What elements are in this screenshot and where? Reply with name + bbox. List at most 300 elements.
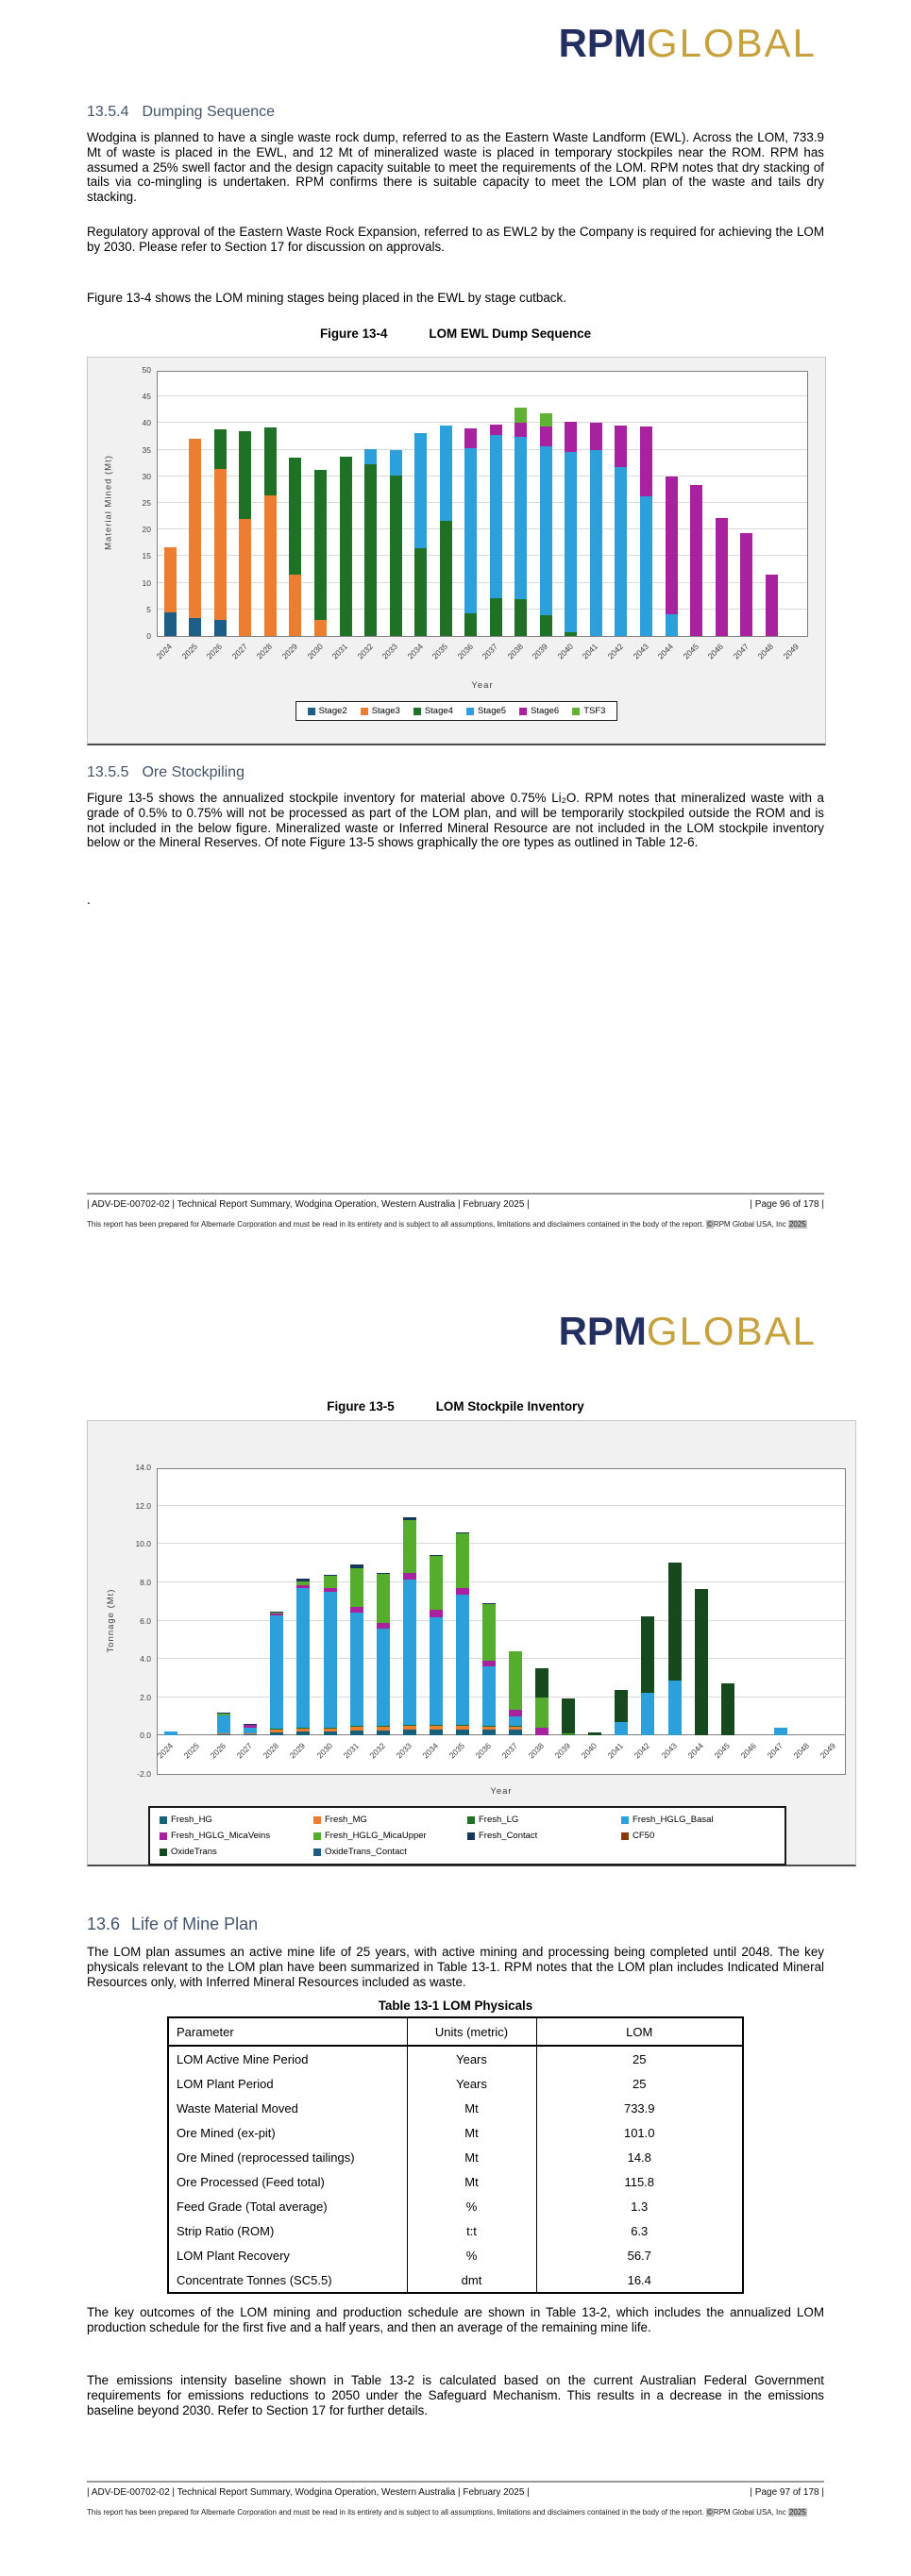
bar-segment-TSF3 [515, 408, 527, 424]
gridline [158, 528, 807, 529]
legend-swatch-icon [519, 708, 527, 715]
gridline [158, 1505, 845, 1506]
legend-item-Fresh_LG [467, 1815, 621, 1825]
brand-logo [559, 19, 817, 68]
x-tick-label: 2027 [234, 1741, 255, 1761]
bar-segment-Fresh_HGLG_MicaVeins [244, 1725, 257, 1728]
bar-segment-Stage3 [264, 495, 277, 636]
x-tick-label: 2046 [705, 642, 726, 661]
x-tick-label: 2040 [555, 642, 575, 661]
bar-segment-Fresh_MG [296, 1729, 310, 1731]
y-tick-label: 12.0 [135, 1500, 151, 1511]
gridline [158, 1581, 845, 1582]
bar-segment-Stage4 [239, 431, 251, 518]
bar-segment-Fresh_HGLG_MicaVeins [509, 1710, 522, 1716]
bar-segment-Fresh_LG [350, 1726, 363, 1727]
table-row [168, 2194, 743, 2218]
paragraph-key-outcomes: The key outcomes of the LOM mining and production schedule are shown in Table 13-2, which includes the annualized LOM production schedule for the first five and a half years, and then an average of the remaining mine life. [87, 2305, 824, 2334]
legend-item-TSF3 [572, 706, 605, 716]
bar-segment-Fresh_HGLG_MicaVeins [430, 1610, 443, 1617]
figure-13-5-chart [87, 1420, 856, 1866]
y-tick-label: 25 [142, 498, 151, 508]
bar-segment-Fresh_HGLG_MicaUpper [456, 1533, 469, 1588]
table-row [168, 2145, 743, 2169]
bar-segment-Fresh_MG [350, 1727, 363, 1731]
x-tick-label: 2025 [181, 1741, 202, 1761]
bar-segment-Stage4 [565, 632, 577, 637]
legend-swatch-icon [308, 708, 315, 715]
table-header-cell: Parameter [168, 2017, 407, 2046]
legend-swatch-icon [160, 1816, 167, 1824]
bar-segment-OxideTrans [615, 1690, 628, 1723]
bar-segment-Stage5 [640, 496, 652, 636]
bar-segment-Fresh_Contact [482, 1603, 496, 1604]
y-tick-label: 0 [146, 631, 151, 641]
table-row [168, 2243, 743, 2267]
legend-swatch-icon [621, 1832, 629, 1840]
footer-rule [87, 1193, 824, 1195]
bar-segment-Fresh_Contact [270, 1612, 283, 1613]
table-cell: Ore Processed (Feed total) [168, 2169, 407, 2194]
section-title: Dumping Sequence [142, 104, 276, 120]
legend-label: Stage5 [477, 706, 507, 716]
legend-item-Fresh_HGLG_MicaUpper [313, 1831, 467, 1841]
x-axis-title: Year [471, 680, 494, 691]
legend-swatch-icon [160, 1848, 167, 1856]
table-cell: LOM Plant Recovery [168, 2243, 407, 2267]
bar-segment-Fresh_LG [270, 1729, 283, 1730]
x-tick-label: 2030 [314, 1741, 334, 1761]
x-tick-label: 2024 [155, 1741, 176, 1761]
footer-doc-ref: | ADV-DE-00702-02 | Technical Report Summary, Wodgina Operation, Western Australia | February 2025 | [87, 1199, 530, 1210]
bar-segment-Stage6 [690, 485, 702, 636]
disclaimer-year: 2025 [788, 1220, 806, 1229]
bar-segment-Fresh_HGLG_Basal [324, 1592, 337, 1728]
gridline [158, 422, 807, 423]
logo-rpm: RPM [558, 1309, 647, 1353]
y-tick-label: 8.0 [140, 1577, 151, 1587]
x-tick-label: 2031 [341, 1741, 361, 1761]
bar-segment-Fresh_HG [217, 1734, 230, 1735]
legend-swatch-icon [361, 708, 368, 715]
bar-segment-Stage4 [364, 464, 377, 636]
legend-item-Stage5 [466, 706, 506, 716]
table-cell: 6.3 [536, 2218, 743, 2243]
bar-segment-Fresh_HGLG_Basal [296, 1588, 310, 1728]
bar-segment-Fresh_LG [377, 1726, 390, 1727]
x-tick-label: 2032 [355, 642, 375, 661]
legend-label: Fresh_HGLG_MicaUpper [325, 1831, 427, 1841]
x-tick-label: 2030 [305, 642, 325, 661]
legend-item-Stage2 [308, 706, 347, 716]
bar-segment-Stage5 [615, 467, 627, 636]
legend-swatch-icon [313, 1816, 321, 1824]
bar-segment-Stage5 [390, 450, 402, 476]
bar-segment-Fresh_HGLG_MicaVeins [377, 1623, 390, 1629]
bar-segment-Fresh_HGLG_MicaUpper [509, 1651, 522, 1710]
bar-segment-Stage2 [189, 618, 201, 636]
bar-segment-Fresh_Contact [244, 1724, 257, 1725]
bar-segment-OxideTrans [721, 1683, 734, 1736]
bar-segment-Fresh_HGLG_Basal [430, 1617, 443, 1725]
footer-page-number: | Page 96 of 178 | [750, 1199, 824, 1210]
x-tick-label: 2036 [473, 1741, 494, 1761]
bar-segment-Fresh_HGLG_Basal [270, 1615, 283, 1729]
bar-segment-Stage4 [540, 615, 552, 636]
legend-label: Fresh_HGLG_MicaVeins [171, 1831, 271, 1841]
y-tick-label: 20 [142, 525, 151, 535]
bar-segment-Fresh_HGLG_MicaUpper [482, 1604, 496, 1661]
bar-segment-Fresh_HGLG_Basal [509, 1716, 522, 1726]
bar-segment-OxideTrans [562, 1698, 575, 1734]
x-tick-label: 2038 [505, 642, 525, 661]
figure-title: LOM Stockpile Inventory [435, 1399, 584, 1413]
bar-segment-Stage4 [464, 613, 477, 636]
x-tick-label: 2048 [755, 642, 776, 661]
gridline [158, 1697, 845, 1698]
section-heading-13-6 [87, 1915, 824, 1934]
bar-segment-OxideTrans [535, 1668, 548, 1697]
bar-segment-Fresh_HGLG_Basal [244, 1728, 257, 1733]
x-tick-label: 2024 [154, 642, 175, 661]
zero-axis-line [158, 1734, 845, 1735]
bar-segment-Fresh_HGLG_MicaVeins [456, 1588, 469, 1595]
figure-13-5-caption [87, 1399, 824, 1413]
bar-segment-Fresh_Contact [403, 1517, 416, 1520]
section-heading-13-5-5 [87, 764, 824, 781]
table-row [168, 2096, 743, 2120]
bar-segment-Fresh_HGLG_MicaVeins [403, 1573, 416, 1580]
legend-swatch-icon [621, 1816, 629, 1824]
table-cell: Concentrate Tonnes (SC5.5) [168, 2267, 407, 2293]
table-cell: Years [407, 2071, 536, 2096]
legend-item-Fresh_Contact [467, 1831, 621, 1841]
legend-label: Stage3 [371, 706, 400, 716]
paragraph-stockpiling: Figure 13-5 shows the annualized stockpile inventory for material above 0.75% Li₂O. RPM notes that mineralized waste with a grade of 0.5% to 0.75% will not be processed as part of the LOM plan, and will be temporarily stockpiled outside the ROM and is not included in the below figure. Mineralized waste or Inferred Mineral Resource are not included in the LOM stockpile inventory below or the Mineral Reserves. Of note Figure 13-5 shows graphically the ore types as outlined in Table 12-6. [87, 791, 824, 850]
table-header-cell: LOM [536, 2017, 743, 2046]
bar-segment-Fresh_MG [403, 1726, 416, 1730]
gridline [158, 395, 807, 396]
chart-legend [295, 701, 618, 721]
x-tick-label: 2037 [480, 642, 500, 661]
gridline [158, 582, 807, 583]
y-tick-label: -2.0 [137, 1769, 151, 1779]
x-tick-label: 2049 [818, 1741, 838, 1761]
table-cell: 101.0 [536, 2120, 743, 2145]
x-tick-label: 2046 [738, 1741, 758, 1761]
legend-swatch-icon [467, 1832, 475, 1840]
table-cell: 16.4 [536, 2267, 743, 2293]
logo-global: GLOBAL [646, 1309, 817, 1353]
legend-label: Stage4 [424, 706, 453, 716]
legend-item-Stage4 [413, 706, 453, 716]
figure-label: Figure 13-5 [327, 1399, 395, 1413]
bar-segment-Fresh_Contact [217, 1713, 230, 1714]
footer-line [87, 1199, 824, 1210]
y-tick-label: 30 [142, 471, 151, 481]
bar-segment-Stage5 [540, 446, 552, 615]
x-tick-label: 2042 [633, 1741, 652, 1761]
legend-label: CF50 [633, 1831, 655, 1841]
bar-segment-Fresh_Contact [456, 1532, 469, 1533]
y-tick-label: 14.0 [135, 1463, 151, 1472]
bar-segment-Fresh_HGLG_Basal [164, 1731, 177, 1735]
bar-segment-Fresh_LG [482, 1726, 496, 1727]
x-tick-label: 2039 [530, 642, 550, 661]
table-cell: 1.3 [536, 2194, 743, 2218]
y-axis-title: Tonnage (Mt) [105, 1588, 116, 1652]
bar-segment-Fresh_HG [270, 1732, 283, 1735]
y-tick-label: 40 [142, 418, 151, 428]
bar-segment-Fresh_HGLG_Basal [377, 1629, 390, 1727]
table-13-1-caption: Table 13-1 LOM Physicals [378, 1999, 533, 2013]
bar-segment-Fresh_HGLG_MicaVeins [350, 1607, 363, 1613]
table-cell: Mt [407, 2120, 536, 2145]
table-row [168, 2218, 743, 2243]
disclaimer-text: This report has been prepared for Albemarle Corporation and must be read in its entirety and is subject to all assumptions, limitations and disclaimers contained in the body of the report. [87, 2508, 706, 2517]
chart-legend [148, 1806, 786, 1865]
x-tick-label: 2041 [605, 1741, 626, 1761]
section-number: 13.5.4 [87, 104, 129, 120]
gridline [158, 476, 807, 477]
bar-segment-Stage3 [289, 575, 301, 636]
table-cell: t:t [407, 2218, 536, 2243]
bar-segment-Stage6 [590, 423, 602, 449]
x-tick-label: 2034 [405, 642, 425, 661]
legend-item-Stage3 [361, 706, 400, 716]
disclaimer-text: This report has been prepared for Albemarle Corporation and must be read in its entirety and is subject to all assumptions, limitations and disclaimers contained in the body of the report. [87, 1220, 706, 1229]
bar-segment-Stage4 [289, 458, 301, 576]
bar-segment-Stage6 [540, 427, 552, 446]
legend-item-OxideTrans [160, 1847, 313, 1857]
bar-segment-Stage5 [440, 426, 452, 521]
x-tick-label: 2047 [731, 642, 751, 661]
y-tick-label: 4.0 [140, 1654, 151, 1664]
table-cell: Feed Grade (Total average) [168, 2194, 407, 2218]
bar-segment-OxideTrans [668, 1563, 682, 1681]
bar-segment-Stage4 [414, 548, 427, 636]
paragraph-dumping-1: Wodgina is planned to have a single waste rock dump, referred to as the Eastern Waste Landform (EWL). Across the LOM, 733.9 Mt of waste is placed in the EWL, and 12 Mt of mineralized waste is placed in temporary stockpiles near the ROM. RPM has assumed a 25% swell factor and the design capacity suitable to meet the requirements of the LOM. RPM notes that dry stacking of tails via co-mingling is undertaken. RPM confirms there is suitable capacity to meet the LOM plan of the waste and tails dry stacking. [87, 130, 824, 205]
bar-segment-Fresh_HGLG_Basal [217, 1715, 230, 1733]
table-cell: Ore Mined (ex-pit) [168, 2120, 407, 2145]
bar-segment-Fresh_MG [482, 1727, 496, 1730]
bar-segment-Fresh_HGLG_Basal [403, 1580, 416, 1725]
x-tick-label: 2032 [367, 1741, 387, 1761]
bar-segment-Stage6 [640, 427, 652, 495]
bar-segment-Fresh_LG [456, 1725, 469, 1726]
bar-segment-Fresh_HG [403, 1730, 416, 1735]
legend-swatch-icon [160, 1832, 167, 1840]
bar-segment-Fresh_HG [324, 1731, 337, 1735]
x-tick-label: 2026 [208, 1741, 228, 1761]
bar-segment-Fresh_LG [296, 1728, 310, 1729]
table-cell: 14.8 [536, 2145, 743, 2169]
table-cell: 25 [536, 2071, 743, 2096]
bar-segment-Fresh_MG [217, 1733, 230, 1734]
bar-segment-Stage2 [164, 612, 177, 636]
legend-item-CF50 [621, 1831, 775, 1841]
bar-segment-Fresh_HGLG_MicaVeins [535, 1728, 548, 1735]
bar-segment-Fresh_LG [324, 1728, 337, 1729]
legend-label: TSF3 [583, 706, 606, 716]
bar-segment-Fresh_HGLG_Basal [668, 1681, 682, 1735]
table-cell: LOM Plant Period [168, 2071, 407, 2096]
x-tick-label: 2039 [552, 1741, 573, 1761]
x-tick-label: 2031 [329, 642, 350, 661]
paragraph-emissions: The emissions intensity baseline shown in Table 13-2 is calculated based on the current Australian Federal Government requirements for emissions reductions to 2050 under the Safeguard Mechanism. This results in a decrease in the emissions baseline beyond 2030. Refer to Section 17 for further details. [87, 2373, 824, 2417]
bar-segment-Fresh_HGLG_MicaUpper [350, 1568, 363, 1608]
legend-swatch-icon [572, 708, 580, 715]
bar-segment-Stage6 [716, 518, 728, 636]
x-tick-label: 2033 [394, 1741, 413, 1761]
copyright-icon: © [706, 1220, 713, 1229]
bar-segment-Fresh_Contact [430, 1555, 443, 1556]
bar-segment-Fresh_HGLG_Basal [456, 1595, 469, 1725]
bar-segment-Fresh_HGLG_MicaUpper [403, 1520, 416, 1573]
bar-segment-Stage5 [464, 448, 477, 613]
footer-disclaimer [87, 1220, 824, 1230]
table-cell: 115.8 [536, 2169, 743, 2194]
y-tick-label: 50 [142, 365, 151, 375]
bar-segment-Fresh_HG [350, 1731, 363, 1735]
paragraph-lom-plan: The LOM plan assumes an active mine life of 25 years, with active mining and processing being completed until 2048. The key physicals relevant to the LOM plan have been summarized in Table 13-1. RPM notes that the LOM plan includes Indicated Mineral Resources only, with Inferred Mineral Resources included as waste. [87, 1945, 824, 1989]
x-tick-label: 2029 [279, 642, 300, 661]
paragraph-dumping-2: Regulatory approval of the Eastern Waste Rock Expansion, referred to as EWL2 by the Company is required for achieving the LOM by 2030. Please refer to Section 17 for discussion on approvals. [87, 225, 824, 254]
stray-period: . [87, 893, 91, 907]
legend-item-OxideTrans_Contact [313, 1847, 467, 1857]
bar-segment-Stage3 [164, 547, 177, 611]
legend-item-Fresh_HG [160, 1815, 313, 1825]
y-tick-label: 2.0 [140, 1692, 151, 1702]
table-cell: Years [407, 2046, 536, 2071]
disclaimer-company: RPM Global USA, Inc [713, 2508, 788, 2517]
x-tick-label: 2045 [712, 1741, 732, 1761]
bar-segment-Fresh_HG [430, 1730, 443, 1735]
x-tick-label: 2043 [659, 1741, 679, 1761]
bar-segment-Fresh_HGLG_MicaUpper [377, 1574, 390, 1623]
table-cell: 56.7 [536, 2243, 743, 2267]
x-tick-label: 2049 [781, 642, 801, 661]
bar-segment-Stage3 [239, 519, 251, 636]
bar-segment-Stage6 [490, 425, 502, 435]
bar-segment-Fresh_HGLG_Basal [482, 1666, 496, 1726]
bar-segment-Fresh_HGLG_MicaUpper [562, 1733, 575, 1734]
paragraph-figure-13-4-ref: Figure 13-4 shows the LOM mining stages being placed in the EWL by stage cutback. [87, 291, 566, 305]
gridline [158, 1543, 845, 1544]
x-tick-label: 2033 [380, 642, 400, 661]
x-tick-label: 2047 [765, 1741, 784, 1761]
bar-segment-Stage5 [490, 435, 502, 598]
table-header-cell: Units (metric) [407, 2017, 536, 2046]
bar-segment-Stage6 [515, 423, 527, 436]
x-tick-label: 2034 [420, 1741, 440, 1761]
bar-segment-Fresh_MG [244, 1733, 257, 1734]
figure-13-4-caption [87, 326, 824, 341]
plot-area [157, 1468, 846, 1775]
section-title: Life of Mine Plan [131, 1915, 259, 1933]
gridline [158, 1658, 845, 1659]
legend-label: OxideTrans [171, 1847, 217, 1857]
bar-segment-Fresh_Contact [296, 1579, 310, 1581]
bar-segment-Stage4 [515, 599, 527, 636]
copyright-icon: © [706, 2508, 713, 2517]
bar-segment-Fresh_HGLG_Basal [350, 1613, 363, 1726]
bar-segment-Stage5 [515, 437, 527, 599]
footer-disclaimer [87, 2508, 824, 2518]
x-tick-label: 2027 [229, 642, 249, 661]
bar-segment-Stage4 [214, 429, 227, 469]
table-row [168, 2046, 743, 2071]
legend-swatch-icon [466, 708, 474, 715]
x-tick-label: 2038 [526, 1741, 547, 1761]
bar-segment-Fresh_HGLG_MicaVeins [324, 1588, 337, 1592]
x-axis-title: Year [490, 1786, 513, 1797]
legend-label: OxideTrans_Contact [325, 1847, 407, 1857]
bar-segment-Fresh_HGLG_MicaVeins [270, 1614, 283, 1615]
gridline [158, 1620, 845, 1621]
x-tick-label: 2042 [605, 642, 626, 661]
table-cell: Mt [407, 2096, 536, 2120]
bar-segment-Fresh_HG [377, 1731, 390, 1735]
x-tick-label: 2044 [655, 642, 676, 661]
table-cell: 733.9 [536, 2096, 743, 2120]
y-tick-label: 35 [142, 444, 151, 455]
figure-13-4-chart [87, 357, 826, 745]
bar-segment-Stage3 [214, 469, 227, 620]
section-heading-13-5-4 [87, 104, 824, 121]
legend-item-Fresh_HGLG_MicaVeins [160, 1831, 313, 1841]
bar-segment-Fresh_HGLG_Basal [641, 1693, 654, 1736]
x-tick-label: 2041 [581, 642, 600, 661]
bar-segment-Stage5 [565, 452, 577, 631]
bar-segment-Fresh_MG [270, 1730, 283, 1732]
bar-segment-Stage6 [766, 575, 778, 636]
table-cell: % [407, 2194, 536, 2218]
logo-global: GLOBAL [646, 21, 817, 65]
legend-label: Fresh_MG [325, 1815, 367, 1825]
bar-segment-Stage6 [740, 533, 752, 636]
bar-segment-Fresh_HG [456, 1730, 469, 1735]
table-header-row [168, 2017, 743, 2046]
footer-line [87, 2487, 824, 2498]
table-cell: Mt [407, 2145, 536, 2169]
bar-segment-Fresh_HGLG_MicaUpper [430, 1556, 443, 1610]
section-number: 13.6 [87, 1915, 121, 1933]
bar-segment-Stage6 [464, 428, 477, 448]
bar-segment-Fresh_MG [324, 1729, 337, 1731]
table-cell: Ore Mined (reprocessed tailings) [168, 2145, 407, 2169]
bar-segment-Stage4 [264, 427, 277, 495]
bar-segment-Fresh_HGLG_MicaUpper [217, 1714, 230, 1715]
legend-label: Fresh_HG [171, 1815, 212, 1825]
bar-segment-Fresh_LG [403, 1725, 416, 1726]
bar-segment-Fresh_HGLG_MicaUpper [324, 1576, 337, 1588]
bar-segment-Fresh_HG [296, 1731, 310, 1735]
table-cell: Waste Material Moved [168, 2096, 407, 2120]
disclaimer-company: RPM Global USA, Inc [713, 1220, 788, 1229]
legend-item-Fresh_MG [313, 1815, 467, 1825]
y-tick-label: 45 [142, 392, 151, 402]
figure-title: LOM EWL Dump Sequence [429, 326, 592, 341]
bar-segment-Stage3 [314, 620, 327, 636]
bar-segment-Stage2 [214, 620, 227, 636]
bar-segment-Stage5 [590, 450, 602, 636]
bar-segment-Fresh_HGLG_MicaUpper [270, 1613, 283, 1614]
legend-item-Fresh_HGLG_Basal [621, 1815, 775, 1825]
bar-segment-Fresh_Contact [324, 1575, 337, 1576]
bar-segment-Stage4 [490, 598, 502, 636]
section-title: Ore Stockpiling [142, 764, 245, 780]
